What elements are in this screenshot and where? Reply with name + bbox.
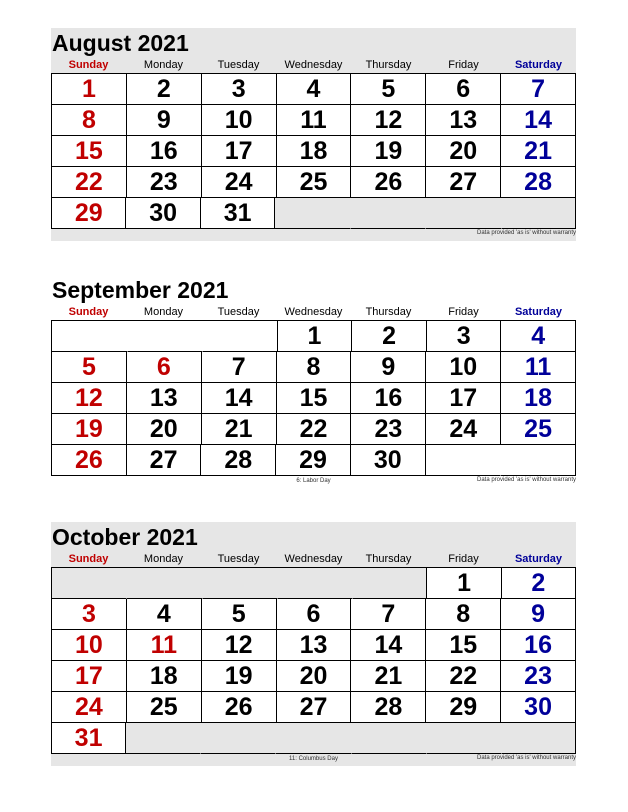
day-cell: 30 xyxy=(351,445,426,476)
month-footer xyxy=(51,754,576,766)
holiday-note: 11: Columbus Day xyxy=(289,756,338,762)
weekday-tuesday: Tuesday xyxy=(217,59,260,71)
empty-day-cell xyxy=(203,321,278,352)
day-cell: 28 xyxy=(201,445,276,476)
empty-day-cell xyxy=(502,198,576,229)
day-cell: 13 xyxy=(426,105,501,136)
day-cell: 7 xyxy=(202,352,277,383)
empty-day-cell xyxy=(351,198,426,229)
day-cell: 31 xyxy=(52,723,126,754)
day-cell: 2 xyxy=(352,321,427,352)
day-cell: 22 xyxy=(52,167,127,198)
month-title: August 2021 xyxy=(52,30,189,56)
day-cell: 8 xyxy=(277,352,352,383)
empty-day-cell xyxy=(203,568,278,599)
day-cell: 3 xyxy=(427,321,502,352)
weekday-monday: Monday xyxy=(143,306,184,318)
week-row xyxy=(52,661,576,692)
month-title: October 2021 xyxy=(52,524,198,550)
day-cell: 28 xyxy=(351,692,426,723)
day-cell: 20 xyxy=(127,414,202,445)
month-footer xyxy=(51,476,576,488)
week-row xyxy=(52,321,576,352)
day-cell: 27 xyxy=(426,167,501,198)
empty-day-cell xyxy=(352,723,427,754)
day-cell: 13 xyxy=(277,630,352,661)
day-cell: 22 xyxy=(426,661,501,692)
weekday-monday: Monday xyxy=(143,59,184,71)
day-cell: 16 xyxy=(351,383,426,414)
day-cell: 9 xyxy=(351,352,426,383)
empty-day-cell xyxy=(427,723,502,754)
week-row xyxy=(52,414,576,445)
day-cell: 10 xyxy=(202,105,277,136)
day-cell: 11 xyxy=(501,352,576,383)
weekday-sunday: Sunday xyxy=(68,59,109,71)
disclaimer: Data provided 'as is' without warranty xyxy=(476,477,576,483)
weekday-saturday: Saturday xyxy=(514,553,563,565)
day-cell: 26 xyxy=(202,692,277,723)
day-cell: 4 xyxy=(277,74,352,105)
day-cell: 19 xyxy=(351,136,426,167)
day-cell: 9 xyxy=(127,105,202,136)
day-cell: 11 xyxy=(127,630,202,661)
weekday-saturday: Saturday xyxy=(514,59,563,71)
day-cell: 8 xyxy=(426,599,501,630)
weekday-header xyxy=(51,552,576,567)
weekday-thursday: Thursday xyxy=(365,306,412,318)
day-cell: 7 xyxy=(501,74,576,105)
weekday-header xyxy=(51,305,576,320)
week-row xyxy=(52,198,576,229)
day-cell: 21 xyxy=(202,414,277,445)
day-cell: 22 xyxy=(277,414,352,445)
day-cell: 14 xyxy=(501,105,576,136)
day-cell: 5 xyxy=(52,352,127,383)
day-cell: 20 xyxy=(277,661,352,692)
weekday-saturday: Saturday xyxy=(514,306,563,318)
empty-day-cell xyxy=(201,723,276,754)
day-cell: 14 xyxy=(202,383,277,414)
day-cell: 15 xyxy=(52,136,127,167)
day-cell: 30 xyxy=(126,198,200,229)
empty-day-cell xyxy=(426,198,501,229)
day-cell: 25 xyxy=(127,692,202,723)
day-cell: 24 xyxy=(426,414,501,445)
disclaimer: Data provided 'as is' without warranty xyxy=(476,230,576,236)
weekday-tuesday: Tuesday xyxy=(217,306,260,318)
week-row xyxy=(52,630,576,661)
day-cell: 18 xyxy=(127,661,202,692)
day-cell: 3 xyxy=(202,74,277,105)
day-cell: 23 xyxy=(127,167,202,198)
day-cell: 23 xyxy=(351,414,426,445)
day-cell: 2 xyxy=(502,568,576,599)
day-cell: 27 xyxy=(277,692,352,723)
week-row xyxy=(52,723,576,754)
weekday-wednesday: Wednesday xyxy=(284,553,343,565)
day-cell: 15 xyxy=(426,630,501,661)
day-cell: 17 xyxy=(52,661,127,692)
weekday-wednesday: Wednesday xyxy=(284,306,343,318)
day-cell: 3 xyxy=(52,599,127,630)
day-cell: 27 xyxy=(127,445,202,476)
day-cell: 13 xyxy=(127,383,202,414)
month-title: September 2021 xyxy=(52,277,229,303)
day-cell: 1 xyxy=(52,74,127,105)
day-cell: 30 xyxy=(501,692,576,723)
week-row xyxy=(52,105,576,136)
empty-day-cell xyxy=(52,568,127,599)
month-footer xyxy=(51,229,576,241)
day-cell: 21 xyxy=(501,136,576,167)
empty-day-cell xyxy=(501,445,576,476)
weekday-tuesday: Tuesday xyxy=(217,553,260,565)
calendar-grid xyxy=(51,567,576,754)
empty-day-cell xyxy=(127,568,202,599)
empty-day-cell xyxy=(275,198,350,229)
weekday-sunday: Sunday xyxy=(68,306,109,318)
month-october xyxy=(51,522,576,766)
day-cell: 28 xyxy=(501,167,576,198)
week-row xyxy=(52,74,576,105)
month-september xyxy=(51,275,576,488)
day-cell: 24 xyxy=(52,692,127,723)
day-cell: 7 xyxy=(351,599,426,630)
empty-day-cell xyxy=(502,723,576,754)
day-cell: 5 xyxy=(202,599,277,630)
day-cell: 29 xyxy=(426,692,501,723)
day-cell: 4 xyxy=(501,321,576,352)
day-cell: 11 xyxy=(277,105,352,136)
weekday-friday: Friday xyxy=(448,59,479,71)
weekday-monday: Monday xyxy=(143,553,184,565)
day-cell: 17 xyxy=(202,136,277,167)
day-cell: 18 xyxy=(277,136,352,167)
week-row xyxy=(52,692,576,723)
day-cell: 10 xyxy=(52,630,127,661)
day-cell: 14 xyxy=(351,630,426,661)
holiday-note: 6: Labor Day xyxy=(296,478,331,484)
day-cell: 24 xyxy=(202,167,277,198)
day-cell: 2 xyxy=(127,74,202,105)
day-cell: 23 xyxy=(501,661,576,692)
day-cell: 6 xyxy=(277,599,352,630)
day-cell: 1 xyxy=(427,568,501,599)
weekday-sunday: Sunday xyxy=(68,553,109,565)
day-cell: 15 xyxy=(277,383,352,414)
disclaimer: Data provided 'as is' without warranty xyxy=(476,755,576,761)
day-cell: 20 xyxy=(426,136,501,167)
week-row xyxy=(52,167,576,198)
week-row xyxy=(52,445,576,476)
day-cell: 12 xyxy=(202,630,277,661)
empty-day-cell xyxy=(126,723,201,754)
day-cell: 6 xyxy=(426,74,501,105)
day-cell: 21 xyxy=(351,661,426,692)
day-cell: 1 xyxy=(278,321,353,352)
day-cell: 19 xyxy=(52,414,127,445)
week-row xyxy=(52,352,576,383)
day-cell: 4 xyxy=(127,599,202,630)
empty-day-cell xyxy=(353,568,427,599)
day-cell: 12 xyxy=(52,383,127,414)
day-cell: 16 xyxy=(501,630,576,661)
week-row xyxy=(52,136,576,167)
day-cell: 10 xyxy=(426,352,501,383)
week-row xyxy=(52,383,576,414)
day-cell: 25 xyxy=(501,414,576,445)
day-cell: 18 xyxy=(501,383,576,414)
day-cell: 9 xyxy=(501,599,576,630)
week-row xyxy=(52,568,576,599)
weekday-wednesday: Wednesday xyxy=(284,59,343,71)
day-cell: 29 xyxy=(276,445,351,476)
empty-day-cell xyxy=(52,321,128,352)
empty-day-cell xyxy=(128,321,204,352)
day-cell: 26 xyxy=(351,167,426,198)
weekday-thursday: Thursday xyxy=(365,553,412,565)
week-row xyxy=(52,599,576,630)
day-cell: 31 xyxy=(201,198,275,229)
day-cell: 12 xyxy=(351,105,426,136)
empty-day-cell xyxy=(278,568,353,599)
month-august xyxy=(51,28,576,241)
empty-day-cell xyxy=(426,445,502,476)
empty-day-cell xyxy=(276,723,351,754)
calendar-grid xyxy=(51,73,576,229)
weekday-header xyxy=(51,58,576,73)
day-cell: 16 xyxy=(127,136,202,167)
day-cell: 26 xyxy=(52,445,127,476)
day-cell: 6 xyxy=(127,352,202,383)
calendar-grid xyxy=(51,320,576,476)
day-cell: 19 xyxy=(202,661,277,692)
day-cell: 17 xyxy=(426,383,501,414)
day-cell: 8 xyxy=(52,105,127,136)
weekday-friday: Friday xyxy=(448,306,479,318)
weekday-friday: Friday xyxy=(448,553,479,565)
day-cell: 5 xyxy=(351,74,426,105)
weekday-thursday: Thursday xyxy=(365,59,412,71)
day-cell: 25 xyxy=(277,167,352,198)
day-cell: 29 xyxy=(52,198,126,229)
